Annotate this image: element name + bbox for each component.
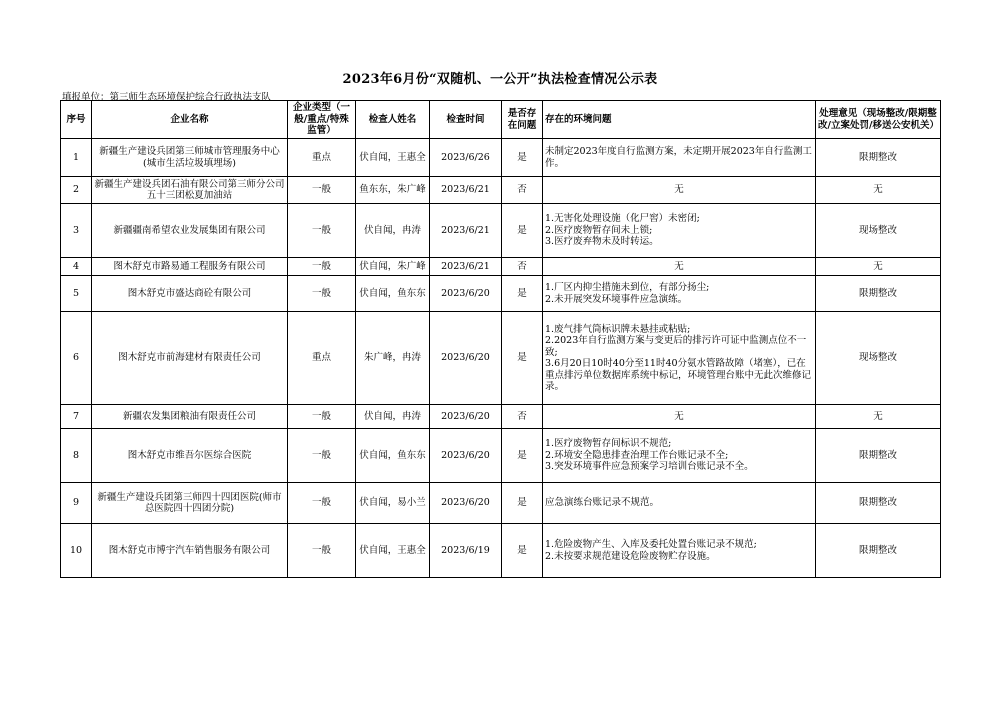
row-has-issue: 否 xyxy=(502,258,543,276)
row-date: 2023/6/20 xyxy=(430,405,502,429)
row-seq: 2 xyxy=(61,177,92,204)
row-type: 一般 xyxy=(288,258,356,276)
header-type: 企业类型（一般/重点/特殊监管） xyxy=(288,101,356,139)
row-company: 图木舒克市前海建材有限责任公司 xyxy=(92,312,288,405)
row-company: 新疆农发集团粮油有限责任公司 xyxy=(92,405,288,429)
table-row xyxy=(61,139,941,177)
row-type: 一般 xyxy=(288,429,356,483)
row-seq: 3 xyxy=(61,204,92,258)
filler-unit: 填报单位：第三师生态环境保护综合行政执法支队 xyxy=(62,92,272,103)
row-issues: 1.无害化处理设施（化尸窖）未密闭; 2.医疗废物暂存间未上锁; 3.医疗废弃物未及时转运。 xyxy=(543,204,816,258)
row-has-issue: 是 xyxy=(502,204,543,258)
row-has-issue: 是 xyxy=(502,429,543,483)
row-inspector: 伏自闻，鱼东东 xyxy=(356,429,430,483)
row-date: 2023/6/21 xyxy=(430,177,502,204)
page-title: 2023年6月份“双随机、一公开”执法检查情况公示表 xyxy=(342,72,658,87)
row-issues: 1.医疗废物暂存间标识不规范; 2.环境安全隐患排查治理工作台账记录不全; 3.突发环境事件应急预案学习培训台账记录不全。 xyxy=(543,429,816,483)
row-issues: 无 xyxy=(543,177,816,204)
table-row xyxy=(61,204,941,258)
row-date: 2023/6/26 xyxy=(430,139,502,177)
row-inspector: 朱广峰，冉涛 xyxy=(356,312,430,405)
header-has-issue: 是否存在问题 xyxy=(502,101,543,139)
row-opinion: 无 xyxy=(816,405,941,429)
row-company: 图木舒克市博宇汽车销售服务有限公司 xyxy=(92,524,288,578)
table-row xyxy=(61,312,941,405)
row-has-issue: 否 xyxy=(502,405,543,429)
row-issues: 无 xyxy=(543,405,816,429)
row-type: 一般 xyxy=(288,405,356,429)
header-opinion: 处理意见（现场整改/限期整改/立案处罚/移送公安机关） xyxy=(816,101,941,139)
row-type: 一般 xyxy=(288,483,356,524)
table-row xyxy=(61,429,941,483)
row-date: 2023/6/21 xyxy=(430,258,502,276)
row-type: 重点 xyxy=(288,312,356,405)
row-seq: 5 xyxy=(61,276,92,312)
row-issues: 应急演练台账记录不规范。 xyxy=(543,483,816,524)
row-issues: 1.危险废物产生、入库及委托处置台账记录不规范; 2.未按要求规范建设危险废物贮存设施。 xyxy=(543,524,816,578)
row-opinion: 限期整改 xyxy=(816,276,941,312)
row-type: 一般 xyxy=(288,177,356,204)
table-row xyxy=(61,258,941,276)
row-seq: 1 xyxy=(61,139,92,177)
row-opinion: 限期整改 xyxy=(816,139,941,177)
row-opinion: 限期整改 xyxy=(816,429,941,483)
row-opinion: 无 xyxy=(816,258,941,276)
row-date: 2023/6/20 xyxy=(430,483,502,524)
row-has-issue: 是 xyxy=(502,524,543,578)
row-inspector: 伏自闻，王惠全 xyxy=(356,139,430,177)
table-row xyxy=(61,483,941,524)
row-type: 一般 xyxy=(288,524,356,578)
row-company: 新疆生产建设兵团第三师城市管理服务中心(城市生活垃圾填埋场) xyxy=(92,139,288,177)
row-date: 2023/6/19 xyxy=(430,524,502,578)
row-seq: 10 xyxy=(61,524,92,578)
row-company: 图木舒克市盛达商砼有限公司 xyxy=(92,276,288,312)
inspection-table xyxy=(60,100,941,578)
row-has-issue: 是 xyxy=(502,139,543,177)
header-seq: 序号 xyxy=(61,101,92,139)
row-issues: 1.废气排气筒标识牌未悬挂或粘贴; 2.2023年自行监测方案与变更后的排污许可证中监测点位不一致; 3.6月20日10时40分至11时40分氨水管路故障（堵塞），已在重点排污单位数据库系统中标记，环境管理台账中无此次维修记录。 xyxy=(543,312,816,405)
row-date: 2023/6/20 xyxy=(430,429,502,483)
row-opinion: 现场整改 xyxy=(816,312,941,405)
table-row xyxy=(61,405,941,429)
row-has-issue: 否 xyxy=(502,177,543,204)
row-has-issue: 是 xyxy=(502,276,543,312)
row-issues: 未制定2023年度自行监测方案，未定期开展2023年自行监测工作。 xyxy=(543,139,816,177)
header-issues: 存在的环境问题 xyxy=(543,101,816,139)
row-seq: 6 xyxy=(61,312,92,405)
row-inspector: 伏自闻，鱼东东 xyxy=(356,276,430,312)
row-company: 新疆生产建设兵团第三师四十四团医院(师市总医院四十四团分院) xyxy=(92,483,288,524)
row-date: 2023/6/20 xyxy=(430,276,502,312)
table-row xyxy=(61,177,941,204)
row-has-issue: 是 xyxy=(502,483,543,524)
row-seq: 8 xyxy=(61,429,92,483)
header-company: 企业名称 xyxy=(92,101,288,139)
row-issues: 1.厂区内抑尘措施未到位，有部分扬尘; 2.未开展突发环境事件应急演练。 xyxy=(543,276,816,312)
row-seq: 7 xyxy=(61,405,92,429)
row-inspector: 伏自闻，冉涛 xyxy=(356,204,430,258)
table-row xyxy=(61,524,941,578)
header-date: 检查时间 xyxy=(430,101,502,139)
row-company: 新疆生产建设兵团石油有限公司第三师分公司五十三团松夏加油站 xyxy=(92,177,288,204)
header-inspector: 检查人姓名 xyxy=(356,101,430,139)
row-opinion: 限期整改 xyxy=(816,524,941,578)
row-issues: 无 xyxy=(543,258,816,276)
row-inspector: 伏自闻，朱广峰 xyxy=(356,258,430,276)
row-company: 图木舒克市维吾尔医综合医院 xyxy=(92,429,288,483)
table-row xyxy=(61,276,941,312)
row-opinion: 无 xyxy=(816,177,941,204)
row-date: 2023/6/21 xyxy=(430,204,502,258)
row-company: 新疆疆南希望农业发展集团有限公司 xyxy=(92,204,288,258)
row-inspector: 伏自闻，冉涛 xyxy=(356,405,430,429)
row-type: 一般 xyxy=(288,204,356,258)
row-inspector: 伏自闻，王惠全 xyxy=(356,524,430,578)
row-type: 一般 xyxy=(288,276,356,312)
row-type: 重点 xyxy=(288,139,356,177)
row-has-issue: 是 xyxy=(502,312,543,405)
row-opinion: 现场整改 xyxy=(816,204,941,258)
row-inspector: 伏自闻，易小兰 xyxy=(356,483,430,524)
row-company: 图木舒克市路易通工程服务有限公司 xyxy=(92,258,288,276)
row-inspector: 鱼东东，朱广峰 xyxy=(356,177,430,204)
row-opinion: 限期整改 xyxy=(816,483,941,524)
row-seq: 4 xyxy=(61,258,92,276)
row-seq: 9 xyxy=(61,483,92,524)
row-date: 2023/6/20 xyxy=(430,312,502,405)
